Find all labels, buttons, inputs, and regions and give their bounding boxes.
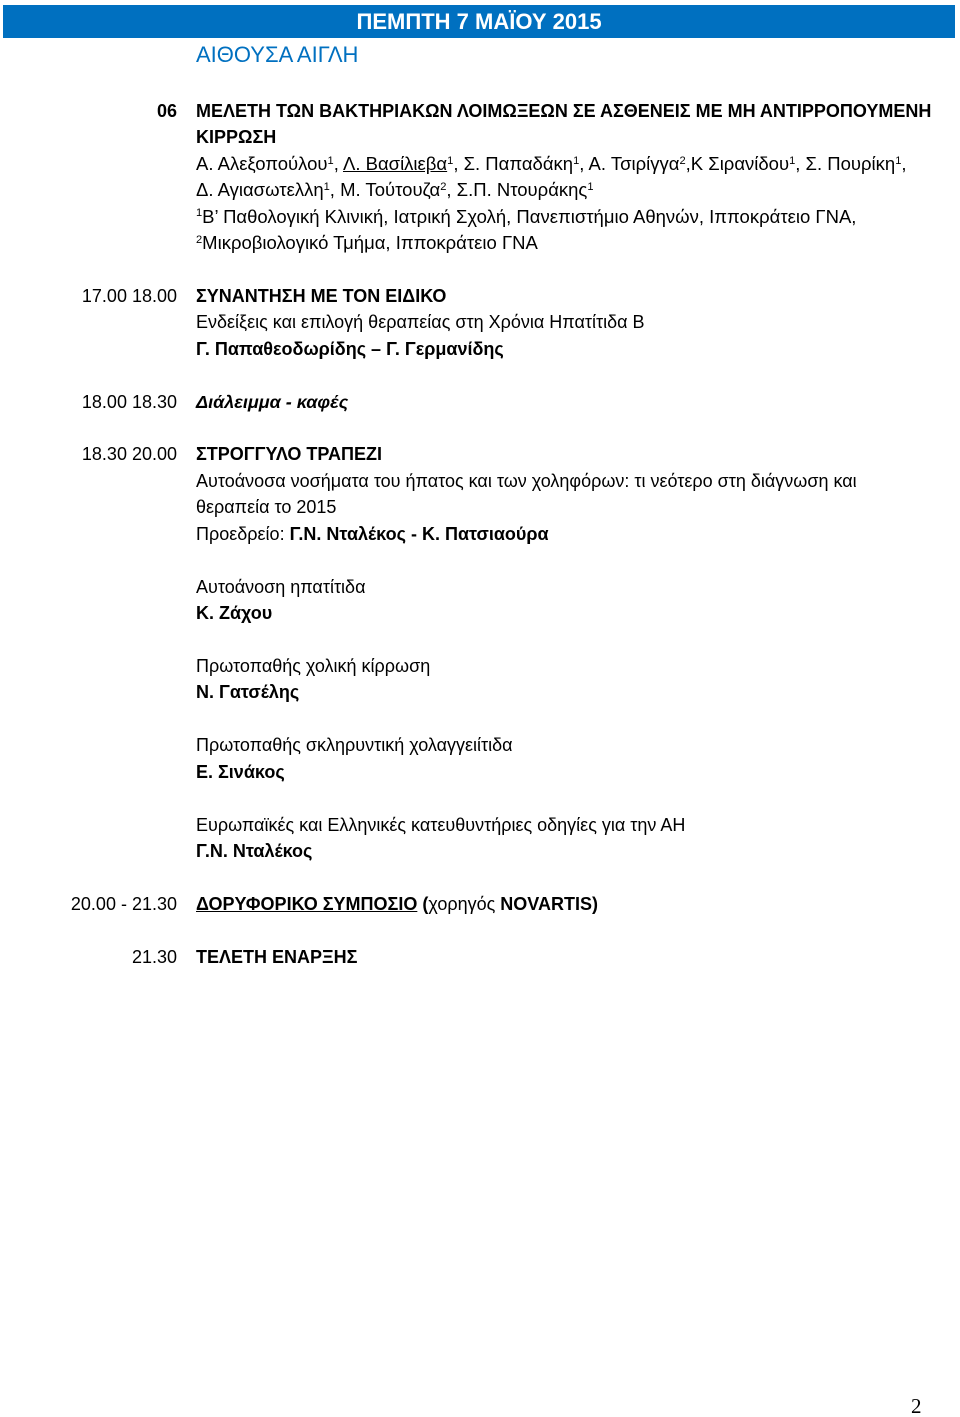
author-name: Σ. Παπαδάκη	[463, 152, 574, 174]
talk-speaker: Γ.Ν. Νταλέκος	[196, 841, 313, 862]
abstract-title-line: ΚΙΡΡΩΣΗ	[196, 127, 277, 148]
session-topic: Ενδείξεις και επιλογή θεραπείας στη Χρόνια Ηπατίτιδα Β	[196, 312, 645, 333]
affiliation-text: Μικροβιολογικό Τμήμα, Ιπποκράτειο ΓΝΑ	[202, 231, 538, 253]
session-content	[196, 944, 960, 970]
coffee-break-session	[0, 389, 960, 415]
talk-item	[196, 732, 960, 785]
affiliation-mark: 1	[323, 180, 330, 193]
expert-meeting-session	[0, 283, 960, 362]
abstract-content	[196, 98, 960, 257]
abstract-title-line: ΜΕΛΕΤΗ ΤΩΝ ΒΑΚΤΗΡΙΑΚΩΝ ΛΟΙΜΩΞΕΩΝ ΣΕ ΑΣΘΕΝΕΙΣ ΜΕ ΜΗ ΑΝΤΙΡΡΟΠΟΥΜΕΝΗ	[196, 100, 932, 121]
session-content	[196, 891, 960, 917]
session-time: 21.30	[131, 946, 177, 967]
session-content	[196, 283, 960, 362]
affiliation-mark: 2	[679, 154, 686, 167]
satellite-symposium-session	[0, 891, 960, 917]
talk-title: Πρωτοπαθής χολική κίρρωση	[196, 655, 431, 676]
author-separator: ,	[333, 152, 343, 174]
affiliation-text: Β’ Παθολογική Κλινική, Ιατρική Σχολή, Πανεπιστήμιο Αθηνών, Ιπποκράτειο ΓΝΑ,	[202, 205, 857, 227]
author-name: Δ. Αγιασωτελλη	[196, 179, 324, 201]
chairs-names: Γ.Ν. Νταλέκος - Κ. Πατσιαούρα	[289, 523, 549, 544]
sponsor-name: NOVARTIS	[500, 893, 592, 914]
author-name: Κ Σιρανίδου	[690, 152, 790, 174]
session-content	[196, 389, 960, 415]
talk-title: Πρωτοπαθής σκληρυντική χολαγγειίτιδα	[196, 735, 513, 756]
session-title-line	[196, 891, 960, 917]
author-separator: ,	[453, 152, 464, 174]
author-list-line	[196, 151, 960, 177]
affiliation-mark: 2	[196, 233, 203, 246]
session-title: ΣΥΝΑΝΤΗΣΗ ΜΕ ΤΟΝ ΕΙΔΙΚΟ	[196, 285, 447, 306]
author-name: Σ.Π. Ντουράκης	[456, 179, 588, 201]
affiliation-mark: 1	[895, 154, 902, 167]
session-topic-line: θεραπεία το 2015	[196, 497, 337, 518]
abstract-entry	[0, 98, 960, 257]
author-separator: ,	[446, 179, 457, 201]
page-number: 2	[911, 1394, 922, 1417]
round-table-session	[0, 441, 960, 864]
affiliation-mark: 1	[587, 180, 594, 193]
talk-speaker: Ν. Γατσέλης	[196, 682, 300, 703]
author-name: Σ. Πουρίκη	[805, 152, 896, 174]
chairs-label: Προεδρείο:	[196, 523, 290, 544]
session-time: 20.00 - 21.30	[70, 893, 177, 914]
author-list-line	[196, 177, 960, 203]
session-title: Διάλειμμα - καφές	[196, 391, 349, 412]
affiliation-mark: 1	[327, 154, 334, 167]
session-speakers: Γ. Παπαθεοδωρίδης – Γ. Γερμανίδης	[196, 338, 504, 359]
affiliation-mark: 2	[440, 180, 447, 193]
author-name: Μ. Τούτουζα	[340, 179, 441, 201]
sponsor-label: χορηγός	[428, 893, 496, 914]
session-title: ΣΤΡΟΓΓΥΛΟ ΤΡΑΠΕΖΙ	[196, 444, 383, 465]
sponsor-open-paren: (	[422, 893, 429, 914]
author-separator: ,	[579, 152, 589, 174]
session-chairs	[196, 521, 960, 547]
affiliation-mark: 1	[789, 154, 796, 167]
session-title: ΤΕΛΕΤΗ ΕΝΑΡΞΗΣ	[196, 946, 358, 967]
sponsor-close-paren: )	[591, 893, 598, 914]
affiliation-mark: 1	[447, 154, 454, 167]
author-separator: ,	[795, 152, 806, 174]
abstract-number: 06	[156, 100, 177, 121]
session-topic-line: Αυτοάνοσα νοσήματα του ήπατος και των χοληφόρων: τι νεότερο στη διάγνωση και	[196, 470, 857, 491]
affiliation-line	[196, 230, 960, 256]
affiliation-mark: 1	[196, 207, 203, 220]
date-banner	[3, 5, 955, 38]
author-name: Α. Τσιρίγγα	[588, 152, 680, 174]
author-separator: ,	[901, 152, 907, 174]
talk-item	[196, 812, 960, 865]
talk-title: Αυτοάνοση ηπατίτιδα	[196, 576, 366, 597]
affiliation-mark: 1	[573, 154, 580, 167]
hall-title: ΑΙΘΟΥΣΑ ΑΙΓΛΗ	[196, 42, 359, 67]
session-time: 18.00 18.30	[81, 391, 177, 412]
talk-item	[196, 653, 960, 706]
talk-title: Ευρωπαϊκές και Ελληνικές κατευθυντήριες οδηγίες για την ΑΗ	[196, 814, 686, 835]
talk-speaker: Ε. Σινάκος	[196, 761, 285, 782]
author-separator: ,	[685, 152, 691, 174]
session-content	[196, 441, 960, 864]
program-schedule	[0, 98, 960, 970]
talk-item	[196, 574, 960, 627]
session-time: 17.00 18.00	[81, 285, 177, 306]
session-time: 18.30 20.00	[81, 444, 177, 465]
author-separator: ,	[329, 179, 341, 201]
session-date: ΠΕΜΠΤΗ 7 ΜΑΪΟΥ 2015	[356, 9, 602, 34]
talk-speaker: Κ. Ζάχου	[196, 603, 273, 624]
opening-ceremony-session	[0, 944, 960, 970]
session-title: ΔΟΡΥΦΟΡΙΚΟ ΣΥΜΠΟΣΙΟ	[196, 893, 418, 914]
presenting-author-name: Λ. Βασίλιεβα	[342, 152, 448, 174]
affiliation-line	[196, 204, 960, 230]
author-name: Α. Αλεξοπούλου	[196, 152, 328, 174]
